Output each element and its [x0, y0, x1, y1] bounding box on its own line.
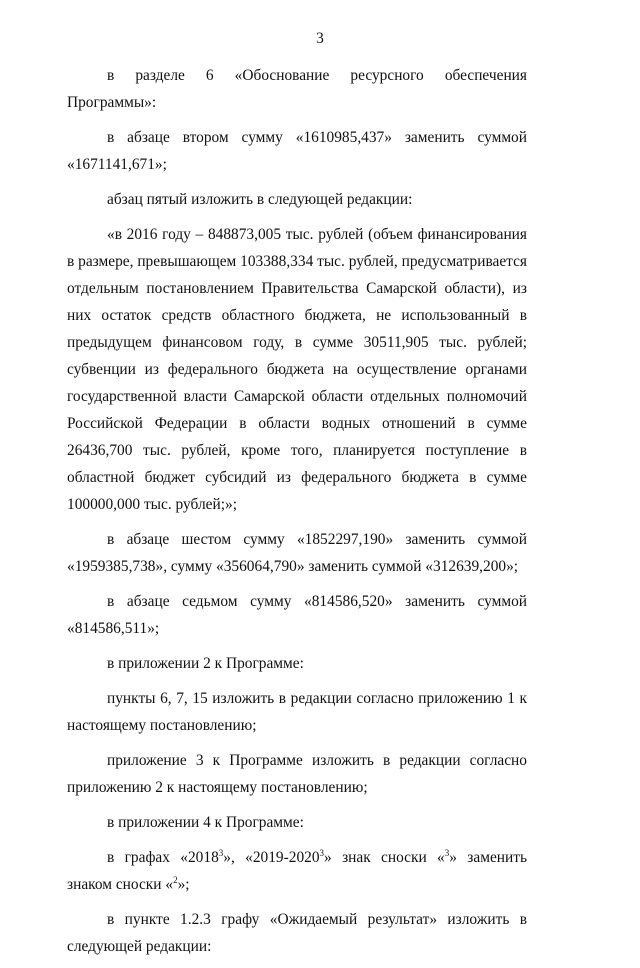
paragraph-item-1-2-3: в пункте 1.2.3 графу «Ожидаемый результат» изложить в следующей редакции:	[67, 911, 527, 955]
footnote-text-4: » заменить знаком сноски «	[67, 849, 527, 893]
paragraph-section-6: в разделе 6 «Обоснование ресурсного обеспечения Программы»:	[67, 67, 527, 111]
paragraph-sixth-abzac: в абзаце шестом сумму «1852297,190» заменить суммой «1959385,738», сумму «356064,790» заменить суммой «312639,200»;	[67, 531, 527, 575]
footnote-text-1: в графах «2018	[107, 849, 219, 866]
footnote-sup-1: 3	[218, 847, 224, 858]
footnote-text-2: », «2019-2020	[223, 849, 320, 866]
paragraph-appendix-4: в приложении 4 к Программе:	[107, 814, 304, 831]
paragraph-footnote-change	[67, 844, 527, 898]
document-body	[67, 62, 527, 968]
paragraph-2016-financing: «в 2016 году – 848873,005 тыс. рублей (объем финансирования в размере, превышающем 103388,334 тыс. рублей, предусматривается отдельным постановлением Правительства Самарской области), из них остаток средств областного бюджета, не использованный в предыдущем финансовом году, в сумме 30511,905 тыс. рублей; субвенции из федерального бюджета на осуществление органами государственной власти Самарской области отдельных полномочий Российской Федерации в области водных отношений в сумме 26436,700 тыс. рублей, кроме того, планируется поступление в областной бюджет субсидий из федерального бюджета в сумме 100000,000 тыс. рублей;»;	[67, 226, 527, 513]
paragraph-appendix-2: в приложении 2 к Программе:	[107, 655, 304, 672]
paragraph-seventh-abzac: в абзаце седьмом сумму «814586,520» заменить суммой «814586,511»;	[67, 593, 527, 637]
paragraph-appendix-3: приложение 3 к Программе изложить в редакции согласно приложению 2 к настоящему постановлению;	[67, 752, 527, 796]
footnote-text-5: »;	[177, 876, 190, 893]
footnote-sup-4: 2	[173, 874, 178, 885]
paragraph-items-6-7-15: пункты 6, 7, 15 изложить в редакции согласно приложению 1 к настоящему постановлению;	[67, 690, 527, 734]
paragraph-second-abzac: в абзаце втором сумму «1610985,437» заменить суммой «1671141,671»;	[67, 129, 527, 173]
footnote-sup-2: 3	[319, 847, 325, 858]
paragraph-fifth-abzac-intro: абзац пятый изложить в следующей редакции:	[107, 191, 413, 208]
page-number: 3	[316, 30, 324, 47]
footnote-sup-3: 3	[444, 847, 450, 858]
footnote-text-3: » знак сноски «	[324, 849, 445, 866]
